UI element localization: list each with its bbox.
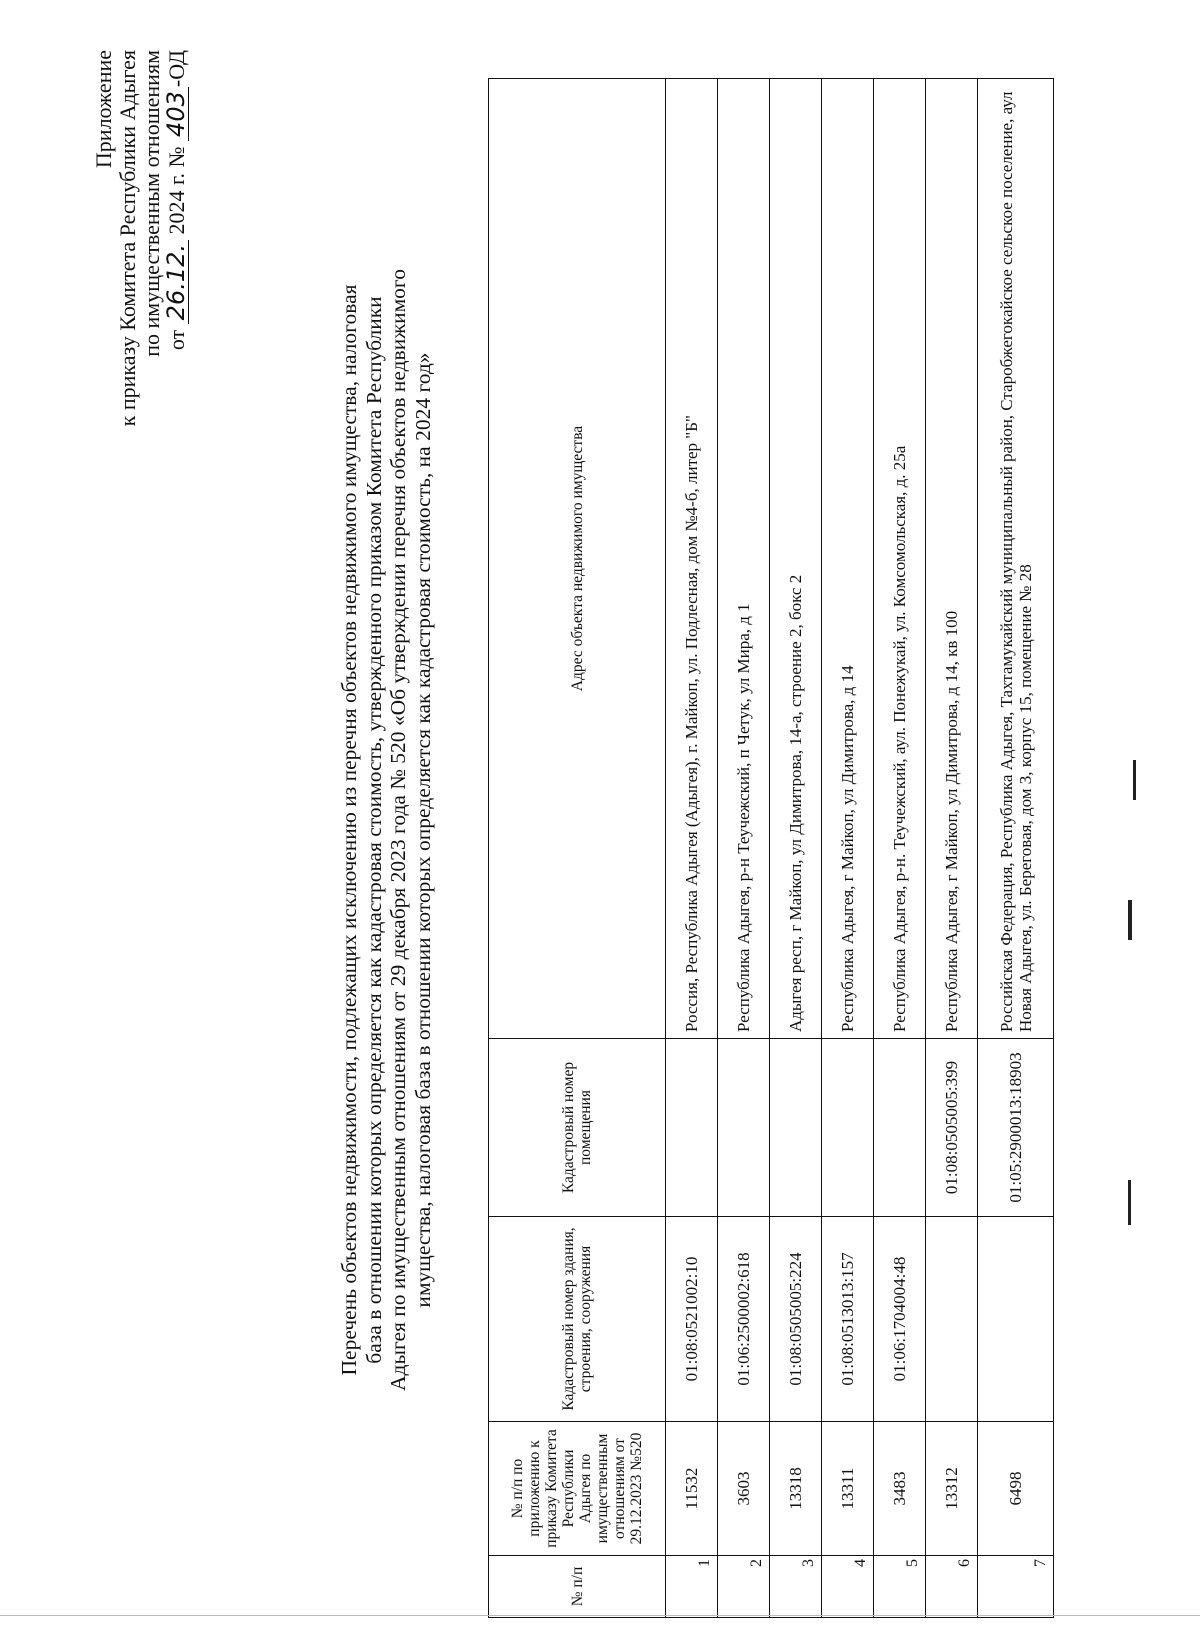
cell-premise [770,1039,822,1217]
cell-ref: 13312 [926,1422,978,1556]
appendix-suffix: -ОД [164,50,189,88]
table-body [666,79,1054,1618]
table-row [874,79,926,1618]
appendix-line-2: к приказу Комитета Республики Адыгея [115,50,140,427]
appendix-line-1: Приложение [91,50,116,169]
cell-premise [666,1039,718,1217]
cell-building: 01:06:2500002:618 [718,1217,770,1422]
cell-ref: 13318 [770,1422,822,1556]
cell-premise [822,1039,874,1217]
cell-address: Адыгея респ, г Майкоп, ул Димитрова, 14-а, строение 2, бокс 2 [770,79,822,1039]
cell-ref: 6498 [978,1422,1054,1556]
appendix-number: 403 [164,87,189,141]
cell-num: 1 [666,1556,718,1618]
appendix-line-4 [164,50,189,810]
scan-mark [1128,1180,1131,1225]
cell-building: 01:06:1704004:48 [874,1217,926,1422]
table-row [822,79,874,1618]
appendix-year: 2024 г. № [164,146,189,235]
cell-address: Республика Адыгея, р-н Теучежский, п Четук, ул Мира, д 1 [718,79,770,1039]
header-address: Адрес объекта недвижимого имущества [489,79,666,1039]
appendix-header [92,50,189,810]
appendix-from: от [164,329,189,351]
property-table [488,78,1054,1618]
header-ref: № п/п по приложению к приказу Комитета Республики Адыгея по имущественным отношениям от 29.12.2023 №520 [489,1422,666,1556]
appendix-line-3: по имущественным отношениям [139,50,164,357]
scan-mark [0,1615,1200,1616]
cell-num: 3 [770,1556,822,1618]
cell-building [926,1217,978,1422]
scan-mark [1133,760,1136,800]
header-num: № п/п [489,1556,666,1618]
cell-ref: 11532 [666,1422,718,1556]
document-title [337,170,435,1490]
cell-building: 01:08:0505005:224 [770,1217,822,1422]
cell-building: 01:08:0521002:10 [666,1217,718,1422]
cell-ref: 3483 [874,1422,926,1556]
header-building: Кадастровый номер здания, строения, сооружения [489,1217,666,1422]
table-row [770,79,822,1618]
table-row [926,79,978,1618]
cell-num: 7 [978,1556,1054,1618]
header-premise: Кадастровый номер помещения [489,1039,666,1217]
title-line-3: Адыгея по имущественным отношениям от 29 декабря 2023 года № 520 «Об утверждении перечня объектов недвижимого [386,269,410,1391]
table-header-row [489,79,666,1618]
cell-ref: 3603 [718,1422,770,1556]
title-line-1: Перечень объектов недвижимости, подлежащих исключению из перечня объектов недвижимого имущества, налоговая [337,284,361,1376]
table-row [718,79,770,1618]
cell-address: Республика Адыгея, г Майкоп, ул Димитрова, д 14 [822,79,874,1039]
cell-address: Республика Адыгея, г Майкоп, ул Димитрова, д 14, кв 100 [926,79,978,1039]
scan-mark [1128,900,1132,940]
cell-address: Россия, Республика Адыгея (Адыгея), г. Майкоп, ул. Подлесная, дом №4-б, литер "Б" [666,79,718,1039]
title-line-2: база в отношении которых определяется как кадастровая стоимость, утвержденного приказом Комитета Республики [361,296,386,1364]
cell-premise [718,1039,770,1217]
cell-premise: 01:05:2900013:18903 [978,1039,1054,1217]
table-row [666,79,718,1618]
cell-premise [874,1039,926,1217]
cell-ref: 13311 [822,1422,874,1556]
cell-num: 5 [874,1556,926,1618]
table-row [978,79,1054,1618]
cell-building: 01:08:0513013:157 [822,1217,874,1422]
cell-num: 4 [822,1556,874,1618]
cell-building [978,1217,1054,1422]
cell-address: Российская Федерация, Республика Адыгея, Тахтамукайский муниципальный район, Старобжегокайское сельское поселение, аул Новая Адыгея, ул. Береговая, дом 3, корпус 15, помещение № 28 [978,79,1054,1039]
appendix-date: 26.12. [164,240,189,324]
cell-num: 2 [718,1556,770,1618]
cell-premise: 01:08:0505005:399 [926,1039,978,1217]
title-line-4: имущества, налоговая база в отношении которых определяется как кадастровая стоимость, на 2024 год» [410,352,435,1308]
cell-num: 6 [926,1556,978,1618]
cell-address: Республика Адыгея, р-н. Теучежский, аул. Понежукай, ул. Комсомольская, д. 25а [874,79,926,1039]
